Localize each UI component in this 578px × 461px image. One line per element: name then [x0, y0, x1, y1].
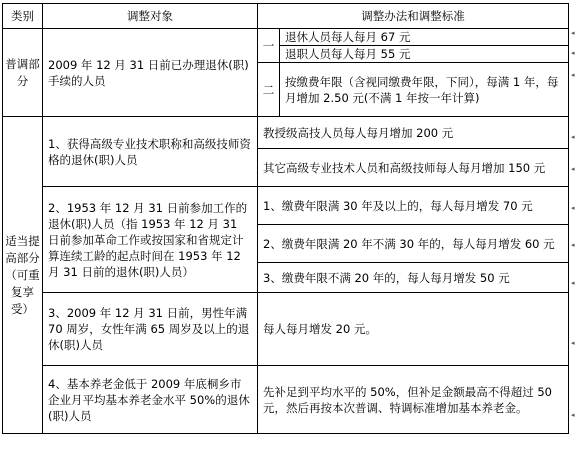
general-method-retired: 退休人员每人每月 67 元: [280, 29, 569, 46]
header-row: [3, 4, 569, 29]
margin-marker-icon: ◂: [571, 165, 575, 173]
appropriate-method-1a: 教授级高技人员每人每月增加 200 元: [258, 117, 569, 149]
appropriate-object-3: 3、2009 年 12 月 31 日前，男性年满 70 周岁，女性年满 65 周岁及以上的退休(职)人员: [43, 293, 258, 366]
margin-marker-icon: ◂: [571, 204, 575, 212]
header-category: 类别: [3, 4, 43, 29]
general-object: 2009 年 12 月 31 日前已办理退休(职)手续的人员: [43, 29, 258, 117]
appropriate-method-2a: 1、缴费年限满 30 年及以上的，每人每月增发 70 元: [258, 187, 569, 225]
appropriate-method-2b: 2、缴费年限满 20 年不满 30 年的，每人每月增发 60 元: [258, 225, 569, 263]
category-appropriate: 适当提高部分（可重复享受）: [3, 117, 43, 434]
appropriate-object-1: 1、获得高级专业技术职称和高级技师资格的退休(职)人员: [43, 117, 258, 187]
margin-marker-icon: ◂: [571, 71, 575, 79]
appropriate-method-3: 每人每月增发 20 元。: [258, 293, 569, 366]
margin-marker-icon: ◂: [571, 339, 575, 347]
header-object: 调整对象: [43, 4, 258, 29]
general-method-years: 按缴费年限（含视同缴费年限，下同），每满 1 年，每月增加 2.50 元(不满 1 年按一年计算): [280, 63, 569, 117]
table-row: [3, 187, 569, 225]
margin-marker-icon: ◂: [571, 411, 575, 419]
pension-adjustment-table: [2, 3, 569, 434]
category-general: 普调部分: [3, 29, 43, 117]
appropriate-object-4: 4、基本养老金低于 2009 年底桐乡市企业月平均基本养老金水平 50%的退休(职)人员: [43, 366, 258, 434]
margin-markers: [571, 0, 578, 461]
margin-marker-icon: ◂: [571, 29, 575, 37]
margin-marker-icon: ◂: [571, 49, 575, 57]
table-row: [3, 117, 569, 149]
margin-marker-icon: ◂: [571, 133, 575, 141]
margin-marker-icon: ◂: [571, 241, 575, 249]
table-row: [3, 366, 569, 434]
header-method: 调整办法和调整标准: [258, 4, 569, 29]
sub-label-one: 一: [258, 29, 280, 63]
table-row: [3, 293, 569, 366]
table-row: [3, 29, 569, 46]
sub-label-two: 二: [258, 63, 280, 117]
appropriate-object-2: 2、1953 年 12 月 31 日前参加工作的退休(职)人员（指 1953 年 12 月 31 日前参加革命工作或按国家和省规定计算连续工龄的起点时间在 1953 年 12 月 31 日前的退休(职)人员）: [43, 187, 258, 293]
appropriate-method-2c: 3、缴费年限不满 20 年的，每人每月增发 50 元: [258, 263, 569, 293]
appropriate-method-1b: 其它高级专业技术人员和高级技师每人每月增加 150 元: [258, 149, 569, 187]
margin-marker-icon: ◂: [571, 279, 575, 287]
general-method-resigned: 退职人员每人每月 55 元: [280, 46, 569, 63]
appropriate-method-4: 先补足到平均水平的 50%，但补足金额最高不得超过 50 元，然后再按本次普调、特调标准增加基本养老金。: [258, 366, 569, 434]
